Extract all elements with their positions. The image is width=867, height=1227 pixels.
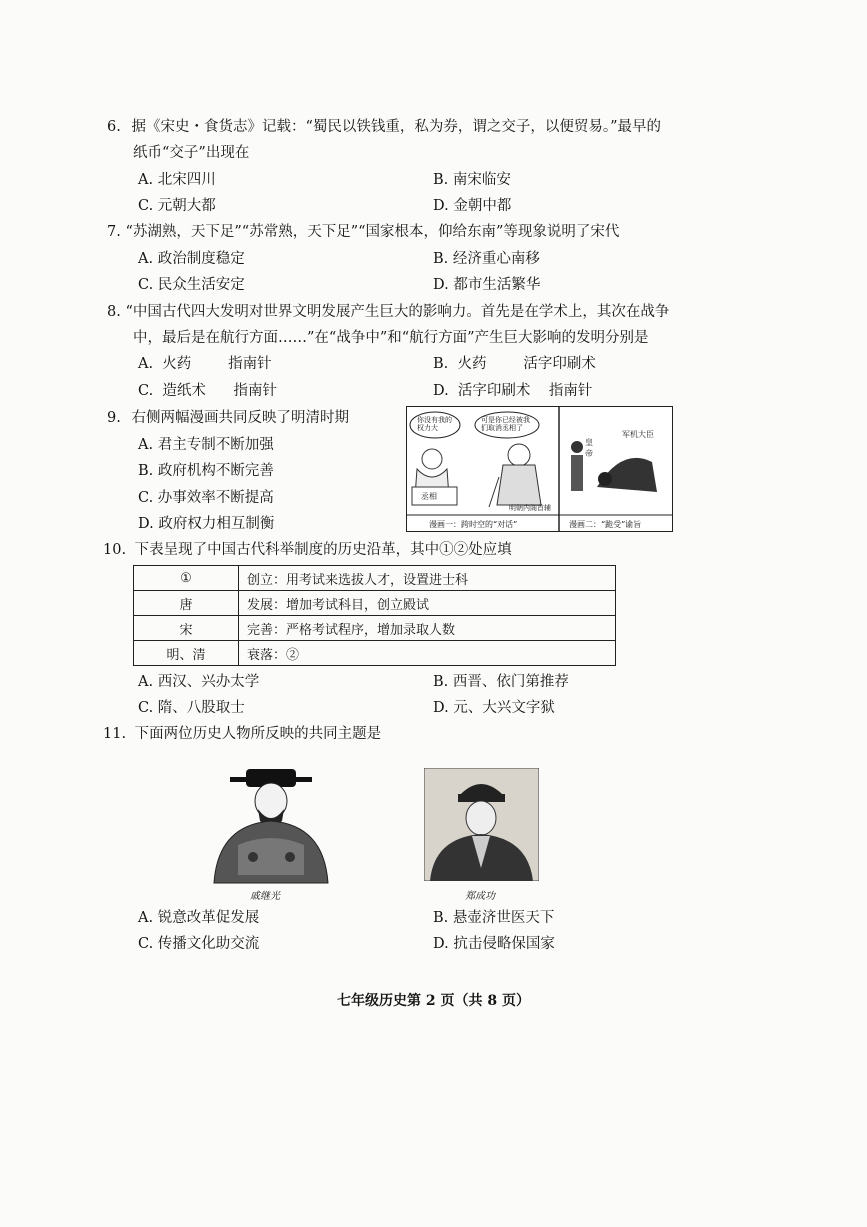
q9-cartoons bbox=[406, 406, 673, 532]
q10-option-c[interactable]: C. 隋、八股取士 bbox=[138, 700, 245, 716]
cartoon-label-left: 丞相 bbox=[421, 492, 437, 501]
q8-option-b[interactable]: B. 火药 活字印刷术 bbox=[433, 356, 596, 372]
table-row bbox=[134, 591, 616, 616]
q11-option-a[interactable]: A. 锐意改革促发展 bbox=[138, 910, 260, 926]
q8-option-a[interactable]: A. 火药 指南针 bbox=[138, 356, 272, 372]
q11-option-b[interactable]: B. 悬壶济世医天下 bbox=[433, 910, 555, 926]
q11-option-d[interactable]: D. 抗击侵略保国家 bbox=[433, 936, 555, 952]
portrait-caption-1: 戚继光 bbox=[250, 891, 280, 902]
q6-number: 6. bbox=[107, 119, 121, 135]
q7-stem-1: “苏湖熟，天下足”“苏常熟，天下足”“国家根本，仰给东南”等现象说明了宋代 bbox=[125, 224, 620, 240]
page-footer: 七年级历史第 2 页（共 8 页） bbox=[337, 993, 530, 1009]
q7-line1 bbox=[107, 222, 619, 242]
table-cell-desc: 发展：增加考试科目，创立殿试 bbox=[239, 591, 616, 616]
q9-option-b[interactable]: B. 政府机构不断完善 bbox=[138, 463, 274, 479]
table-cell-era: 唐 bbox=[134, 591, 239, 616]
q6-option-a[interactable]: A. 北宋四川 bbox=[138, 172, 216, 188]
q7-option-b[interactable]: B. 经济重心南移 bbox=[433, 251, 540, 267]
q6-option-b[interactable]: B. 南宋临安 bbox=[433, 172, 511, 188]
q10-option-b[interactable]: B. 西晋、依门第推荐 bbox=[433, 674, 569, 690]
q11-stem-1: 下面两位历史人物所反映的共同主题是 bbox=[134, 726, 382, 742]
table-cell-era: 宋 bbox=[134, 616, 239, 641]
table-cell-era: ① bbox=[134, 566, 239, 591]
q7-option-d[interactable]: D. 都市生活繁华 bbox=[433, 277, 541, 293]
q8-option-c[interactable]: C. 造纸术 指南针 bbox=[138, 383, 278, 399]
cartoon-label-right: 明朝内阁首辅 bbox=[509, 504, 551, 512]
keju-table bbox=[133, 565, 616, 666]
q11-option-c[interactable]: C. 传播文化助交流 bbox=[138, 936, 260, 952]
q6-option-c[interactable]: C. 元朝大都 bbox=[138, 198, 216, 214]
q9-stem-1: 右侧两幅漫画共同反映了明清时期 bbox=[131, 410, 349, 426]
q9-line1 bbox=[107, 408, 349, 428]
q7-option-a[interactable]: A. 政治制度稳定 bbox=[138, 251, 245, 267]
portrait-zheng-chenggong bbox=[424, 768, 539, 881]
q6-line1 bbox=[107, 117, 661, 137]
q11-line1 bbox=[103, 724, 381, 744]
cartoon-label-minister: 军机大臣 bbox=[622, 430, 654, 439]
q9-number: 9. bbox=[107, 410, 121, 426]
q10-option-d[interactable]: D. 元、大兴文字狱 bbox=[433, 700, 555, 716]
table-cell-desc: 完善：严格考试程序，增加录取人数 bbox=[239, 616, 616, 641]
q10-line1 bbox=[103, 540, 512, 560]
q10-number: 10. bbox=[103, 542, 127, 558]
q6-option-d[interactable]: D. 金朝中都 bbox=[433, 198, 512, 214]
q10-stem-1: 下表呈现了中国古代科举制度的历史沿革，其中①②处应填 bbox=[134, 542, 512, 558]
table-row bbox=[134, 641, 616, 666]
q9-option-d[interactable]: D. 政府权力相互制衡 bbox=[138, 516, 275, 532]
portrait-caption-2: 郑成功 bbox=[465, 891, 495, 902]
q8-line1 bbox=[107, 302, 669, 322]
table-row bbox=[134, 616, 616, 641]
cartoon-caption-1: 漫画一：跨时空的“对话” bbox=[429, 520, 518, 529]
cartoon-bubble-1: 你没有我的权力大 bbox=[417, 416, 452, 432]
q8-option-d[interactable]: D. 活字印刷术 指南针 bbox=[433, 383, 593, 399]
cartoon-bubble-2: 可是你已经被我们取消丞相了 bbox=[481, 416, 530, 432]
q7-number: 7. bbox=[107, 224, 121, 240]
q9-option-c[interactable]: C. 办事效率不断提高 bbox=[138, 490, 274, 506]
portrait-qi-jiguang bbox=[208, 765, 333, 885]
q8-stem-1: “中国古代四大发明对世界文明发展产生巨大的影响力。首先是在学术上，其次在战争 bbox=[125, 304, 670, 320]
table-cell-era: 明、清 bbox=[134, 641, 239, 666]
q7-option-c[interactable]: C. 民众生活安定 bbox=[138, 277, 245, 293]
q11-number: 11. bbox=[103, 726, 127, 742]
cartoon-label-emperor: 皇帝 bbox=[585, 438, 593, 458]
q8-stem-2: 中，最后是在航行方面……”在“战争中”和“航行方面”产生巨大影响的发明分别是 bbox=[133, 330, 649, 346]
q6-stem-1: 据《宋史・食货志》记载：“蜀民以铁钱重，私为券，谓之交子，以便贸易。”最早的 bbox=[131, 119, 662, 135]
q8-number: 8. bbox=[107, 304, 121, 320]
q10-option-a[interactable]: A. 西汉、兴办太学 bbox=[138, 674, 260, 690]
q9-option-a[interactable]: A. 君主专制不断加强 bbox=[138, 437, 274, 453]
table-cell-desc: 创立：用考试来选拔人才，设置进士科 bbox=[239, 566, 616, 591]
table-cell-desc: 衰落：② bbox=[239, 641, 616, 666]
table-row bbox=[134, 566, 616, 591]
cartoon-caption-2: 漫画二：“跪受”谕旨 bbox=[569, 520, 642, 529]
q6-stem-2: 纸币“交子”出现在 bbox=[133, 145, 250, 161]
